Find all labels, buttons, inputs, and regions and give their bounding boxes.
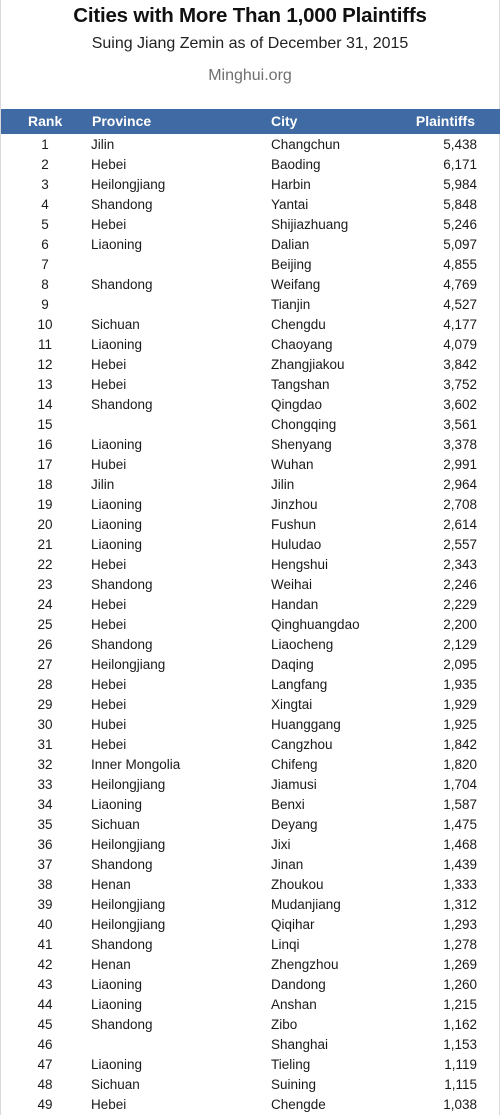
city-cell: Dandong bbox=[271, 977, 326, 992]
rank-cell: 19 bbox=[37, 497, 53, 512]
plaintiffs-cell: 6,171 bbox=[443, 157, 477, 172]
city-cell: Changchun bbox=[271, 137, 341, 152]
table-row bbox=[1, 935, 500, 955]
table-row bbox=[1, 655, 500, 675]
province-cell: Shandong bbox=[91, 397, 153, 412]
table-row bbox=[1, 1015, 500, 1035]
plaintiffs-cell: 2,991 bbox=[443, 457, 477, 472]
province-cell: Hubei bbox=[91, 717, 127, 732]
city-cell: Xingtai bbox=[271, 697, 313, 712]
table-row bbox=[1, 995, 500, 1015]
province-cell: Henan bbox=[91, 877, 131, 892]
table-row bbox=[1, 295, 500, 315]
city-cell: Daqing bbox=[271, 657, 314, 672]
plaintiffs-cell: 2,708 bbox=[443, 497, 477, 512]
city-cell: Huludao bbox=[271, 537, 322, 552]
rank-cell: 43 bbox=[37, 977, 53, 992]
plaintiffs-cell: 2,614 bbox=[443, 517, 477, 532]
table-row bbox=[1, 675, 500, 695]
table-row bbox=[1, 175, 500, 195]
city-cell: Yantai bbox=[271, 197, 309, 212]
plaintiffs-cell: 1,038 bbox=[443, 1097, 477, 1112]
rank-cell: 17 bbox=[37, 457, 53, 472]
city-cell: Liaocheng bbox=[271, 637, 334, 652]
city-cell: Shenyang bbox=[271, 437, 332, 452]
table-row bbox=[1, 735, 500, 755]
plaintiffs-cell: 2,129 bbox=[443, 637, 477, 652]
table-row bbox=[1, 555, 500, 575]
table-row bbox=[1, 415, 500, 435]
plaintiffs-cell: 3,842 bbox=[443, 357, 477, 372]
city-cell: Tianjin bbox=[271, 297, 311, 312]
table-row bbox=[1, 1055, 500, 1075]
city-cell: Tieling bbox=[271, 1057, 311, 1072]
city-cell: Handan bbox=[271, 597, 319, 612]
rank-cell: 22 bbox=[37, 557, 53, 572]
city-cell: Harbin bbox=[271, 177, 311, 192]
table-row bbox=[1, 475, 500, 495]
rank-cell: 8 bbox=[41, 277, 49, 292]
province-cell: Inner Mongolia bbox=[91, 757, 181, 772]
table-row bbox=[1, 375, 500, 395]
province-cell: Liaoning bbox=[91, 537, 143, 552]
city-cell: Langfang bbox=[271, 677, 328, 692]
province-cell: Sichuan bbox=[91, 817, 140, 832]
province-cell: Liaoning bbox=[91, 437, 143, 452]
province-cell: Jilin bbox=[91, 137, 115, 152]
plaintiffs-cell: 1,215 bbox=[443, 997, 477, 1012]
table-row bbox=[1, 835, 500, 855]
rank-cell: 29 bbox=[37, 697, 53, 712]
table-row bbox=[1, 1095, 500, 1115]
table-row bbox=[1, 535, 500, 555]
rank-cell: 45 bbox=[37, 1017, 53, 1032]
table-row bbox=[1, 815, 500, 835]
city-cell: Qiqihar bbox=[271, 917, 315, 932]
rank-cell: 27 bbox=[37, 657, 53, 672]
province-cell: Heilongjiang bbox=[91, 657, 166, 672]
table-row bbox=[1, 155, 500, 175]
rank-cell: 9 bbox=[41, 297, 49, 312]
city-cell: Jixi bbox=[271, 837, 291, 852]
table-row bbox=[1, 275, 500, 295]
plaintiffs-cell: 1,269 bbox=[443, 957, 477, 972]
plaintiffs-cell: 1,820 bbox=[443, 757, 477, 772]
province-cell: Heilongjiang bbox=[91, 837, 166, 852]
plaintiffs-cell: 1,115 bbox=[444, 1077, 477, 1092]
plaintiffs-cell: 2,964 bbox=[443, 477, 477, 492]
table-row bbox=[1, 895, 500, 915]
table-header bbox=[1, 109, 500, 134]
table-row bbox=[1, 775, 500, 795]
plaintiffs-cell: 2,095 bbox=[443, 657, 477, 672]
rank-cell: 28 bbox=[37, 677, 53, 692]
plaintiffs-cell: 1,278 bbox=[443, 937, 477, 952]
city-cell: Dalian bbox=[271, 237, 310, 252]
table-row bbox=[1, 635, 500, 655]
plaintiffs-cell: 2,246 bbox=[443, 577, 477, 592]
table-row bbox=[1, 315, 500, 335]
rank-cell: 21 bbox=[37, 537, 53, 552]
province-cell: Hebei bbox=[91, 357, 127, 372]
city-cell: Huanggang bbox=[271, 717, 341, 732]
plaintiffs-cell: 1,293 bbox=[443, 917, 477, 932]
rank-cell: 31 bbox=[37, 737, 53, 752]
rank-cell: 44 bbox=[37, 997, 53, 1012]
city-cell: Wuhan bbox=[271, 457, 314, 472]
plaintiffs-cell: 5,848 bbox=[443, 197, 477, 212]
province-cell: Hebei bbox=[91, 557, 127, 572]
city-cell: Weihai bbox=[271, 577, 313, 592]
header-plaintiffs: Plaintiffs bbox=[415, 113, 475, 129]
city-cell: Zhoukou bbox=[271, 877, 324, 892]
plaintiffs-cell: 3,378 bbox=[443, 437, 477, 452]
plaintiffs-cell: 2,343 bbox=[443, 557, 477, 572]
province-cell: Sichuan bbox=[91, 1077, 140, 1092]
plaintiffs-cell: 1,260 bbox=[443, 977, 477, 992]
city-cell: Chaoyang bbox=[271, 337, 333, 352]
rank-cell: 34 bbox=[37, 797, 53, 812]
rank-cell: 1 bbox=[41, 137, 49, 152]
province-cell: Hebei bbox=[91, 697, 127, 712]
city-cell: Benxi bbox=[271, 797, 305, 812]
city-cell: Chengde bbox=[271, 1097, 326, 1112]
table-row bbox=[1, 955, 500, 975]
rank-cell: 41 bbox=[37, 937, 53, 952]
rank-cell: 11 bbox=[37, 337, 52, 352]
province-cell: Liaoning bbox=[91, 337, 143, 352]
rank-cell: 49 bbox=[37, 1097, 53, 1112]
table-row bbox=[1, 1035, 500, 1055]
plaintiffs-cell: 3,752 bbox=[443, 377, 477, 392]
rank-cell: 14 bbox=[37, 397, 53, 412]
table-row bbox=[1, 215, 500, 235]
rank-cell: 7 bbox=[41, 257, 49, 272]
province-cell: Shandong bbox=[91, 937, 153, 952]
table-row bbox=[1, 695, 500, 715]
province-cell: Heilongjiang bbox=[91, 917, 166, 932]
plaintiffs-cell: 1,439 bbox=[443, 857, 477, 872]
table-row bbox=[1, 455, 500, 475]
table-body bbox=[1, 135, 500, 1115]
plaintiffs-cell: 1,468 bbox=[443, 837, 477, 852]
province-cell: Hebei bbox=[91, 217, 127, 232]
plaintiffs-cell: 2,557 bbox=[443, 537, 477, 552]
plaintiffs-cell: 1,162 bbox=[443, 1017, 477, 1032]
province-cell: Shandong bbox=[91, 577, 153, 592]
header-city: City bbox=[271, 113, 298, 129]
province-cell: Shandong bbox=[91, 857, 153, 872]
city-cell: Anshan bbox=[271, 997, 317, 1012]
city-cell: Hengshui bbox=[271, 557, 329, 572]
province-cell: Heilongjiang bbox=[91, 777, 166, 792]
city-cell: Linqi bbox=[271, 937, 300, 952]
province-cell: Hebei bbox=[91, 617, 127, 632]
province-cell: Hebei bbox=[91, 1097, 127, 1112]
plaintiffs-cell: 1,925 bbox=[443, 717, 477, 732]
rank-cell: 38 bbox=[37, 877, 53, 892]
city-cell: Jinzhou bbox=[271, 497, 318, 512]
city-cell: Tangshan bbox=[271, 377, 330, 392]
province-cell: Heilongjiang bbox=[91, 177, 166, 192]
city-cell: Shijiazhuang bbox=[271, 217, 349, 232]
header-rank: Rank bbox=[28, 113, 63, 129]
city-cell: Zhangjiakou bbox=[271, 357, 345, 372]
table-row bbox=[1, 615, 500, 635]
province-cell: Sichuan bbox=[91, 317, 140, 332]
rank-cell: 47 bbox=[37, 1057, 53, 1072]
province-cell: Shandong bbox=[91, 277, 153, 292]
province-cell: Hebei bbox=[91, 597, 127, 612]
table-row bbox=[1, 495, 500, 515]
province-cell: Henan bbox=[91, 957, 131, 972]
plaintiffs-cell: 3,602 bbox=[443, 397, 477, 412]
city-cell: Weifang bbox=[271, 277, 321, 292]
city-cell: Cangzhou bbox=[271, 737, 333, 752]
plaintiffs-cell: 4,855 bbox=[443, 257, 477, 272]
city-cell: Deyang bbox=[271, 817, 318, 832]
table-row bbox=[1, 395, 500, 415]
rank-cell: 48 bbox=[37, 1077, 53, 1092]
table-row bbox=[1, 595, 500, 615]
province-cell: Liaoning bbox=[91, 237, 143, 252]
rank-cell: 12 bbox=[37, 357, 53, 372]
rank-cell: 3 bbox=[41, 177, 49, 192]
rank-cell: 39 bbox=[37, 897, 53, 912]
rank-cell: 32 bbox=[37, 757, 53, 772]
plaintiffs-cell: 5,097 bbox=[443, 237, 477, 252]
rank-cell: 24 bbox=[37, 597, 53, 612]
rank-cell: 25 bbox=[37, 617, 53, 632]
province-cell: Liaoning bbox=[91, 497, 143, 512]
table-row bbox=[1, 915, 500, 935]
table-row bbox=[1, 335, 500, 355]
province-cell: Liaoning bbox=[91, 797, 143, 812]
rank-cell: 37 bbox=[37, 857, 53, 872]
province-cell: Hebei bbox=[91, 157, 127, 172]
table-row bbox=[1, 195, 500, 215]
table-row bbox=[1, 1075, 500, 1095]
table-row bbox=[1, 975, 500, 995]
rank-cell: 40 bbox=[37, 917, 53, 932]
rank-cell: 23 bbox=[37, 577, 53, 592]
plaintiffs-cell: 5,984 bbox=[443, 177, 477, 192]
plaintiffs-cell: 1,704 bbox=[443, 777, 477, 792]
table-row bbox=[1, 575, 500, 595]
plaintiffs-cell: 1,153 bbox=[443, 1037, 477, 1052]
plaintiffs-cell: 5,246 bbox=[443, 217, 477, 232]
city-cell: Chengdu bbox=[271, 317, 326, 332]
rank-cell: 15 bbox=[37, 417, 53, 432]
city-cell: Beijing bbox=[271, 257, 312, 272]
plaintiffs-cell: 1,929 bbox=[443, 697, 477, 712]
province-cell: Shandong bbox=[91, 1017, 153, 1032]
rank-cell: 33 bbox=[37, 777, 53, 792]
table-row bbox=[1, 855, 500, 875]
table-row bbox=[1, 515, 500, 535]
city-cell: Jilin bbox=[271, 477, 295, 492]
plaintiffs-cell: 5,438 bbox=[443, 137, 477, 152]
province-cell: Jilin bbox=[91, 477, 115, 492]
city-cell: Qinghuangdao bbox=[271, 617, 360, 632]
province-cell: Shandong bbox=[91, 637, 153, 652]
plaintiffs-cell: 1,475 bbox=[443, 817, 477, 832]
rank-cell: 18 bbox=[37, 477, 53, 492]
rank-cell: 6 bbox=[41, 237, 49, 252]
table-row bbox=[1, 875, 500, 895]
table-row bbox=[1, 755, 500, 775]
plaintiffs-cell: 1,587 bbox=[443, 797, 477, 812]
rank-cell: 30 bbox=[37, 717, 53, 732]
page-subtitle: Suing Jiang Zemin as of December 31, 2015 bbox=[91, 35, 409, 52]
province-cell: Hebei bbox=[91, 677, 127, 692]
province-cell: Hebei bbox=[91, 737, 127, 752]
plaintiffs-cell: 1,119 bbox=[444, 1057, 477, 1072]
rank-cell: 35 bbox=[37, 817, 53, 832]
city-cell: Fushun bbox=[271, 517, 317, 532]
rank-cell: 4 bbox=[41, 197, 49, 212]
rank-cell: 20 bbox=[37, 517, 53, 532]
table-row bbox=[1, 435, 500, 455]
rank-cell: 16 bbox=[37, 437, 53, 452]
province-cell: Hubei bbox=[91, 457, 127, 472]
rank-cell: 26 bbox=[37, 637, 53, 652]
header-province: Province bbox=[92, 113, 152, 129]
plaintiffs-cell: 1,312 bbox=[443, 897, 477, 912]
plaintiffs-cell: 1,333 bbox=[443, 877, 477, 892]
table-row bbox=[1, 795, 500, 815]
plaintiffs-cell: 2,229 bbox=[443, 597, 477, 612]
page-title: Cities with More Than 1,000 Plaintiffs bbox=[73, 4, 427, 27]
province-cell: Heilongjiang bbox=[91, 897, 166, 912]
province-cell: Hebei bbox=[91, 377, 127, 392]
city-cell: Chongqing bbox=[271, 417, 337, 432]
city-cell: Chifeng bbox=[271, 757, 318, 772]
rank-cell: 13 bbox=[37, 377, 53, 392]
city-cell: Zhengzhou bbox=[271, 957, 339, 972]
table-row bbox=[1, 715, 500, 735]
table-row bbox=[1, 355, 500, 375]
city-cell: Zibo bbox=[271, 1017, 298, 1032]
city-cell: Mudanjiang bbox=[271, 897, 341, 912]
city-cell: Suining bbox=[271, 1077, 317, 1092]
city-cell: Baoding bbox=[271, 157, 321, 172]
plaintiffs-cell: 4,769 bbox=[443, 277, 477, 292]
table-row bbox=[1, 135, 500, 155]
province-cell: Liaoning bbox=[91, 517, 143, 532]
province-cell: Liaoning bbox=[91, 977, 143, 992]
rank-cell: 36 bbox=[37, 837, 53, 852]
source-label: Minghui.org bbox=[208, 67, 292, 84]
city-cell: Qingdao bbox=[271, 397, 323, 412]
rank-cell: 42 bbox=[37, 957, 53, 972]
plaintiffs-cell: 4,527 bbox=[443, 297, 477, 312]
city-cell: Jiamusi bbox=[271, 777, 317, 792]
province-cell: Liaoning bbox=[91, 1057, 143, 1072]
plaintiffs-cell: 1,935 bbox=[443, 677, 477, 692]
table-row bbox=[1, 235, 500, 255]
plaintiffs-cell: 1,842 bbox=[443, 737, 477, 752]
plaintiffs-cell: 4,079 bbox=[443, 337, 477, 352]
rank-cell: 46 bbox=[37, 1037, 53, 1052]
rank-cell: 2 bbox=[41, 157, 49, 172]
rank-cell: 10 bbox=[37, 317, 53, 332]
plaintiffs-cell: 3,561 bbox=[443, 417, 477, 432]
province-cell: Liaoning bbox=[91, 997, 143, 1012]
province-cell: Shandong bbox=[91, 197, 153, 212]
city-cell: Shanghai bbox=[271, 1037, 329, 1052]
plaintiffs-cell: 2,200 bbox=[443, 617, 477, 632]
plaintiffs-cell: 4,177 bbox=[443, 317, 477, 332]
rank-cell: 5 bbox=[41, 217, 49, 232]
city-cell: Jinan bbox=[271, 857, 304, 872]
table-row bbox=[1, 255, 500, 275]
